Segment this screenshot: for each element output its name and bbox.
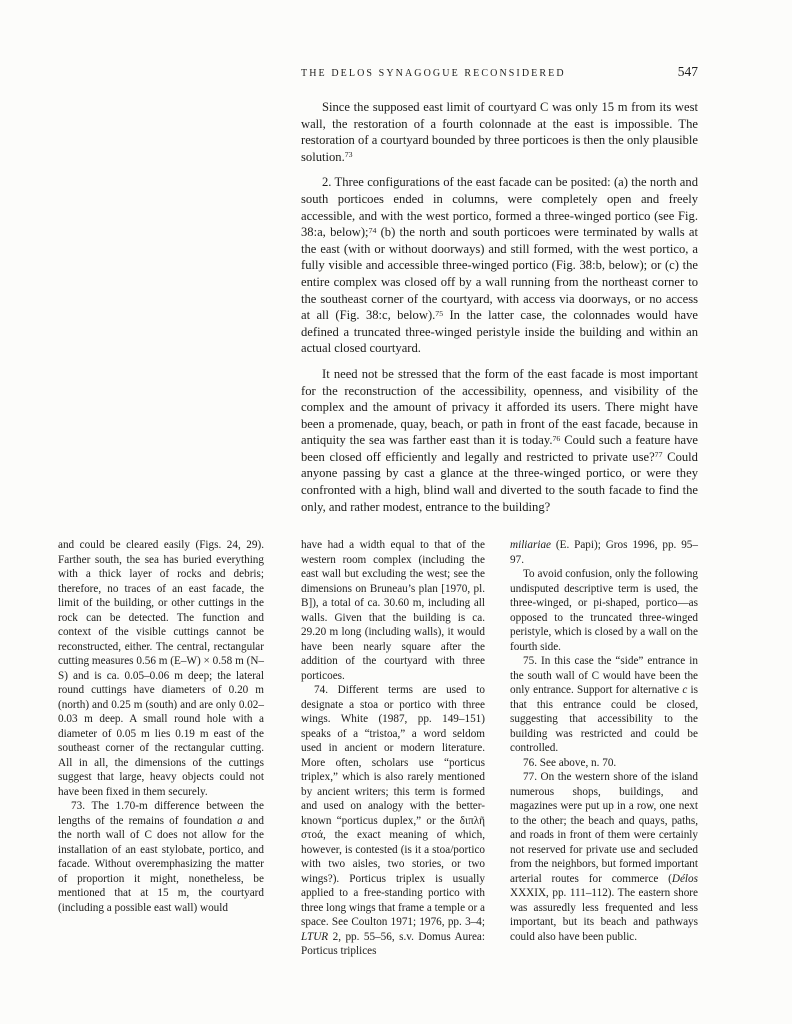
footnote-paragraph: 74. Different terms are used to designate a stoa or portico with three wings. White (1987, pp. 149–151) speaks of a “tristoa,” a word seldom used in ancient or modern literature. More often, scholars use “porticus triplex,” which is also rarely mentioned by ancient writers; this term is formed and used on analogy with the better-known “porticus duplex,” or the διπλῆ στοά, the exact meaning of which, however, is contested (is it a stoa/portico with two aisles, two stories, or two wings?). Porticus triplex is usually applied to a free-standing portico with three long wings that frame a temple or a space. See Coulton 1971; 1976, pp. 3–4; LTUR 2, pp. 55–56, s.v. Domus Aurea: Porticus triplices bbox=[301, 684, 485, 957]
running-header bbox=[301, 64, 698, 82]
main-text bbox=[301, 99, 698, 524]
footnote-paragraph: 73. The 1.70-m difference between the lengths of the remains of foundation a and the north wall of C does not allow for the installation of an east stylobate, portico, and facade. Without overemphasizing the matter of proportion it might, nonetheless, be mentioned that at 15 m, the courtyard (including a possible east wall) would bbox=[58, 800, 264, 914]
footnote-column-1 bbox=[58, 538, 264, 915]
footnote-paragraph: miliariae (E. Papi); Gros 1996, pp. 95–97. bbox=[510, 539, 698, 566]
footnote-paragraph: and could be cleared easily (Figs. 24, 29). Farther south, the sea has buried everything with a thick layer of rocks and debris; therefore, no traces of an east facade, the limit of the building, or other cuttings in the rock can be detected. The function and context of the visible cuttings cannot be reconstructed, either. The central, rectangular cutting measures 0.56 m (E–W) × 0.58 m (N–S) and is ca. 0.05–0.06 m deep; the lateral round cuttings have diameters of 0.20 m (north) and 0.25 m (south) and are only 0.02–0.03 m deep. A small round hole with a diameter of 0.05 m lies 0.19 m east of the southeast corner of the rectangular cutting. All in all, the dimensions of the cuttings suggest that large, heavy objects could not have been fixed in them securely. bbox=[58, 539, 264, 798]
footnote-column-3 bbox=[510, 538, 698, 944]
footnote-paragraph: 75. In this case the “side” entrance in the south wall of C would have been the only entrance. Support for alternative c is that this entrance could be closed, suggesting that accessibility to the building was restricted and could be controlled. bbox=[510, 655, 698, 754]
footnote-ref: 75 bbox=[435, 308, 444, 318]
body-paragraph: Since the supposed east limit of courtyard C was only 15 m from its west wall, the restoration of a fourth colonnade at the east is impossible. The restoration of a courtyard bounded by three porticoes is then the only plausible solution.$^{73}$ bbox=[301, 100, 698, 164]
footnote-paragraph: have had a width equal to that of the western room complex (including the east wall but excluding the west; see the dimensions on Bruneau’s plan [1970, pl. B]), a total of ca. 30.60 m, including all walls. Given that the building is ca. 29.20 m long (including walls), it would have been nearly square after the addition of the courtyard with three porticoes. bbox=[301, 539, 485, 682]
footnote-ref: 73 bbox=[344, 150, 353, 160]
footnote-ref: 77 bbox=[654, 450, 663, 460]
page-number: 547 bbox=[677, 64, 698, 79]
footnote-column-2 bbox=[301, 538, 485, 959]
body-paragraph: It need not be stressed that the form of the east facade is most important for the reconstruction of the accessibility, openness, and visibility of the complex and the amount of privacy it afforded its users. There might have been a promenade, quay, beach, or path in front of the east facade, because in antiquity the sea was farther east than it is today.$^{76}$ Could such a feature have been closed off efficiently and legally and restricted to private use?$^{77}$ Could anyone passing by cast a glance at the three-winged portico, or were they confronted with a high, blind wall and diverted to the south facade to find the only, and rather modest, entrance to the building? bbox=[301, 366, 699, 514]
footnote-paragraph: 77. On the western shore of the island numerous shops, buildings, and magazines were put up in a row, one next to the other; the beach and quays, paths, and roads in front of them were certainly not reserved for private use and secluded from the neighbors, but formed important arterial routes for commerce (Délos XXXIX, pp. 111–112). The eastern shore was assuredly less frequented and less important, but its beach and pathways could also have been public. bbox=[510, 771, 698, 943]
footnote-paragraph: To avoid confusion, only the following undisputed descriptive term is used, the three-winged, or pi-shaped, portico—as opposed to the truncated three-winged peristyle, which is closed by a wall on the fourth side. bbox=[510, 568, 698, 653]
running-head-title: THE DELOS SYNAGOGUE RECONSIDERED bbox=[301, 68, 566, 79]
footnote-paragraph: 76. See above, n. 70. bbox=[523, 756, 617, 769]
footnote-ref: 74 bbox=[368, 225, 377, 235]
body-paragraph: 2. Three configurations of the east facade can be posited: (a) the north and south porticoes ended in columns, were completely open and freely accessible, and with the west portico, formed a three-winged portico (see Fig. 38:a, below);$^{74}$ (b) the north and south porticoes were terminated by walls at the east (with or without doorways) and still formed, with the west portico, a fully visible and accessible three-winged portico (Fig. 38:b, below); or (c) the entire complex was closed off by a wall running from the northeast corner to the southeast corner of the courtyard, with access via doorways, or no access at all (Fig. 38:c, below).$^{75}$ In the latter case, the colonnades would have defined a truncated three-winged peristyle inside the building and within an actual closed courtyard. bbox=[301, 175, 698, 356]
footnote-ref: 76 bbox=[552, 433, 561, 443]
